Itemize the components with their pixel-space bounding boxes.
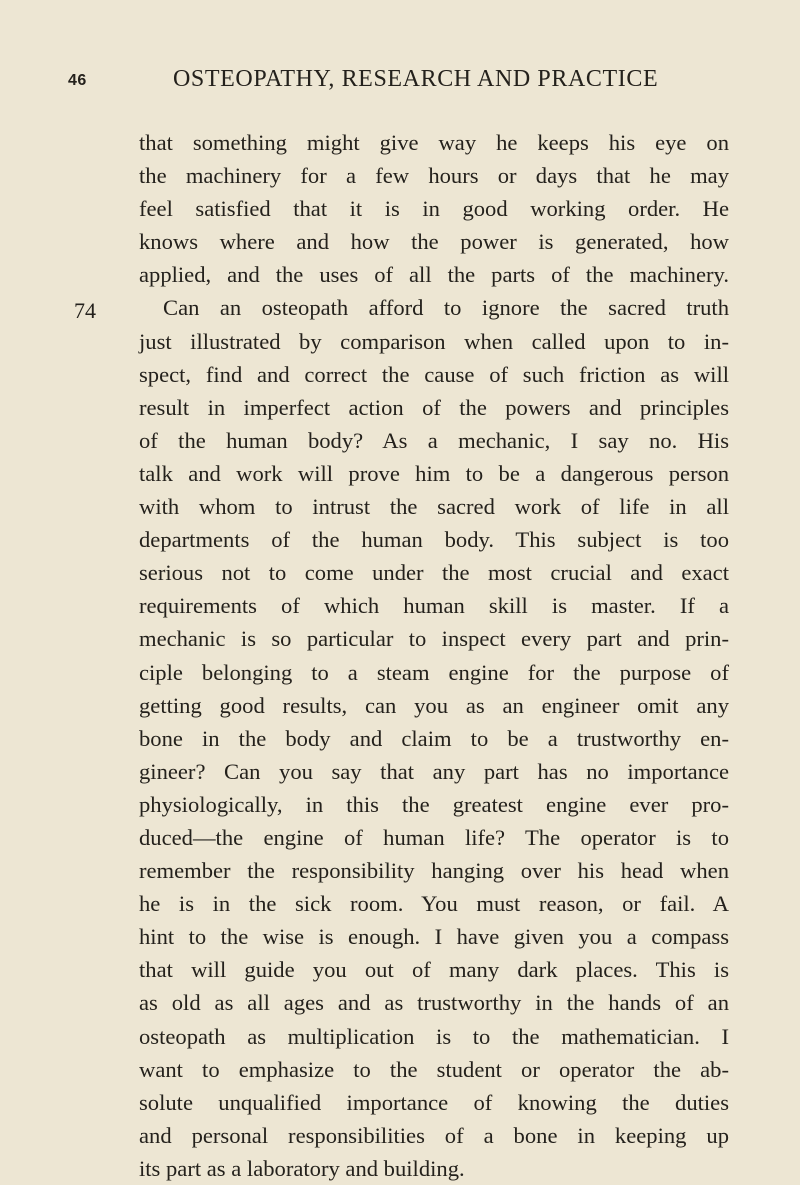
- page-number: 46: [68, 72, 87, 89]
- text-line: ciple belonging to a steam engine for the purpose of: [139, 659, 729, 685]
- text-line: want to emphasize to the student or operator the ab-: [139, 1056, 729, 1082]
- text-line: duced—the engine of human life? The operator is to: [139, 824, 729, 850]
- text-line: solute unqualified importance of knowing the duties: [139, 1089, 729, 1115]
- text-line: mechanic is so particular to inspect every part and prin-: [139, 626, 729, 652]
- text-line: bone in the body and claim to be a trustworthy en-: [139, 725, 729, 751]
- text-line: of the human body? As a mechanic, I say no. His: [139, 427, 729, 453]
- text-line: physiologically, in this the greatest engine ever pro-: [139, 791, 729, 817]
- paragraph-number: 74: [74, 298, 96, 323]
- text-line: knows where and how the power is generated, how: [139, 229, 729, 255]
- text-line: talk and work will prove him to be a dangerous person: [139, 460, 729, 486]
- text-line: that will guide you out of many dark places. This is: [139, 957, 729, 983]
- text-line: gineer? Can you say that any part has no importance: [139, 758, 729, 784]
- text-line: serious not to come under the most crucial and exact: [139, 560, 729, 586]
- text-line: the machinery for a few hours or days that he may: [139, 163, 729, 189]
- text-line: with whom to intrust the sacred work of life in all: [139, 494, 729, 520]
- text-line: spect, find and correct the cause of such friction as will: [139, 361, 729, 387]
- page-header: [68, 66, 748, 106]
- text-line: remember the responsibility hanging over his head when: [139, 858, 729, 884]
- text-line: requirements of which human skill is master. If a: [139, 593, 729, 619]
- text-line: hint to the wise is enough. I have given you a compass: [139, 924, 729, 950]
- text-line: he is in the sick room. You must reason, or fail. A: [139, 891, 729, 917]
- text-line: that something might give way he keeps his eye on: [139, 130, 729, 155]
- text-line: osteopath as multiplication is to the mathematician. I: [139, 1023, 729, 1049]
- body-text: [139, 126, 729, 1185]
- text-line: departments of the human body. This subject is too: [139, 527, 729, 553]
- text-line: its part as a laboratory and building.: [139, 1155, 465, 1181]
- text-line: and personal responsibilities of a bone in keeping up: [139, 1122, 729, 1148]
- text-line: result in imperfect action of the powers and principles: [139, 394, 729, 420]
- running-head: OSTEOPATHY, RESEARCH AND PRACTICE: [173, 66, 659, 92]
- text-line: getting good results, can you as an engineer omit any: [139, 692, 729, 718]
- text-line: Can an osteopath afford to ignore the sacred truth: [163, 295, 729, 321]
- text-line: feel satisfied that it is in good working order. He: [139, 196, 729, 222]
- text-line: applied, and the uses of all the parts of the machinery.: [139, 262, 729, 288]
- text-line: as old as all ages and as trustworthy in the hands of an: [139, 990, 729, 1016]
- text-line: just illustrated by comparison when called upon to in-: [139, 328, 729, 354]
